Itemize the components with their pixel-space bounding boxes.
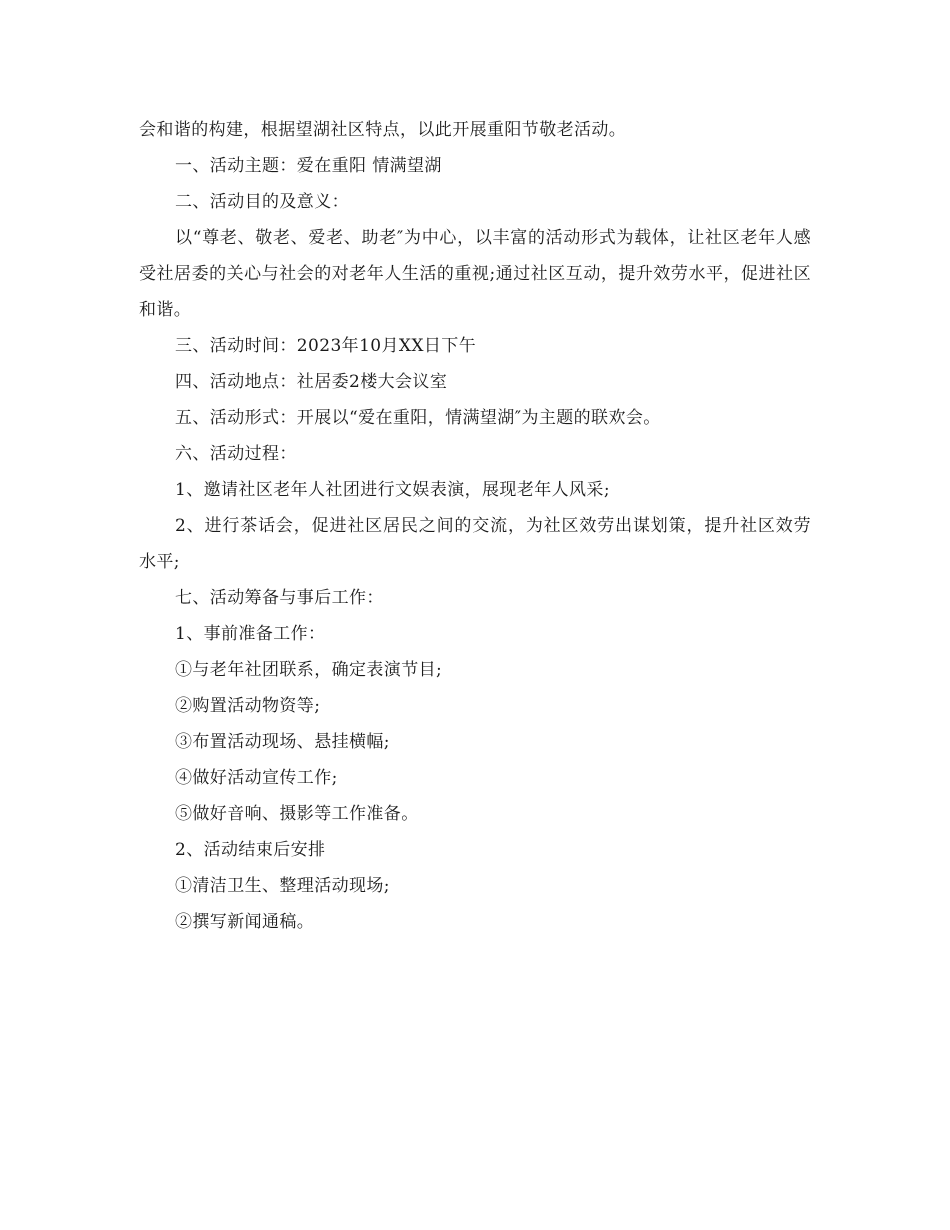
paragraph-location: 四、活动地点：社居委2楼大会议室 (175, 372, 448, 392)
paragraph-preparation-subheading: 1、事前准备工作： (175, 624, 326, 644)
list-item-prep-5: ⑤做好音响、摄影等工作准备。 (175, 804, 419, 824)
paragraph-preparation-heading: 七、活动筹备与事后工作： (175, 588, 384, 608)
paragraph-process-item-2: 2、进行茶话会，促进社区居民之间的交流，为社区效劳出谋划策，提升社区效劳水平; (139, 516, 811, 572)
list-item-after-2: ②撰写新闻通稿。 (175, 912, 315, 932)
paragraph-process-item-1: 1、邀请社区老年人社团进行文娱表演，展现老年人风采; (175, 480, 610, 500)
paragraph-purpose-heading: 二、活动目的及意义： (175, 192, 349, 212)
list-item-prep-3: ③布置活动现场、悬挂横幅; (175, 732, 390, 752)
list-item-prep-4: ④做好活动宣传工作; (175, 768, 338, 788)
paragraph-process-heading: 六、活动过程： (175, 444, 297, 464)
paragraph-after-heading: 2、活动结束后安排 (175, 840, 326, 860)
document-body (139, 112, 811, 940)
paragraph-intro-continuation: 会和谐的构建，根据望湖社区特点，以此开展重阳节敬老活动。 (139, 120, 627, 140)
list-item-prep-2: ②购置活动物资等; (175, 696, 321, 716)
list-item-prep-1: ①与老年社团联系，确定表演节目; (175, 660, 443, 680)
list-item-after-1: ①清洁卫生、整理活动现场; (175, 876, 390, 896)
paragraph-time: 三、活动时间：2023年10月XX日下午 (175, 336, 477, 356)
paragraph-format: 五、活动形式：开展以“爱在重阳，情满望湖″为主题的联欢会。 (175, 408, 661, 428)
paragraph-theme: 一、活动主题：爱在重阳 情满望湖 (175, 156, 442, 176)
paragraph-purpose-body: 以“尊老、敬老、爱老、助老″为中心，以丰富的活动形式为载体，让社区老年人感受社居委的关心与社会的对老年人生活的重视;通过社区互动，提升效劳水平，促进社区和谐。 (139, 228, 811, 320)
